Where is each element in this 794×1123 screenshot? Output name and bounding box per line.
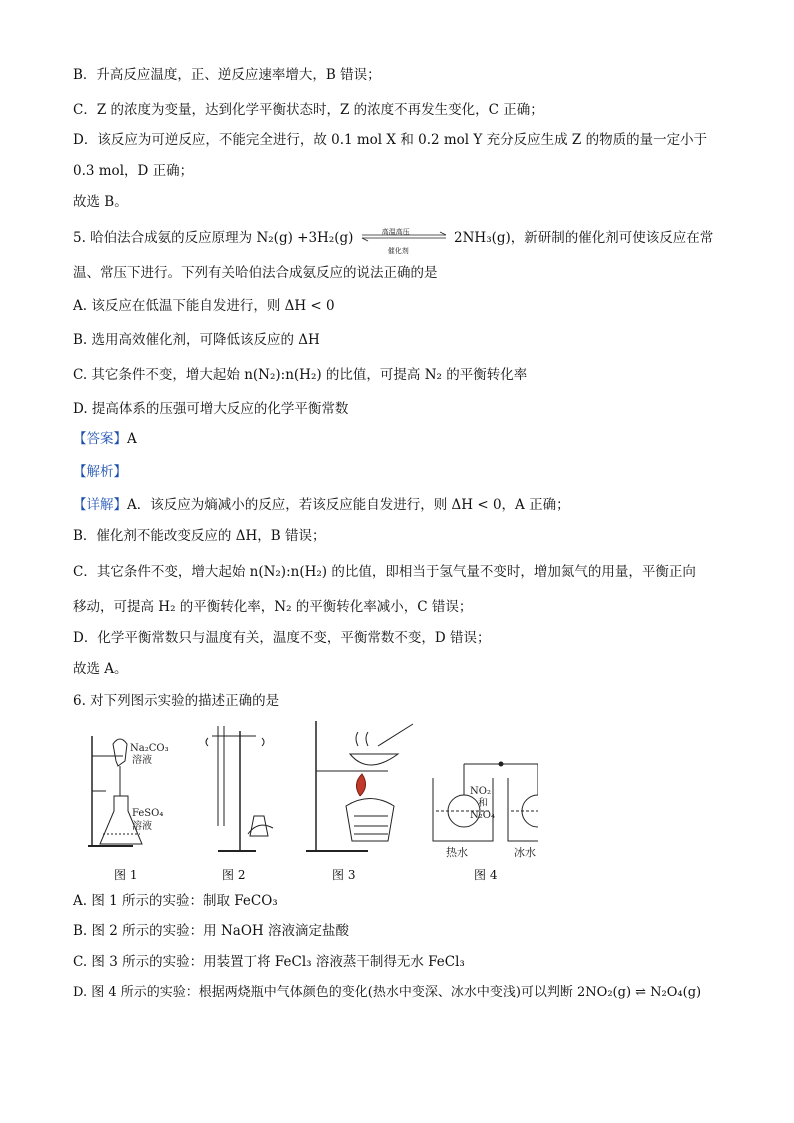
detail-label: 【详解】 [73, 497, 127, 513]
previous-conclusion: 故选 B。 [73, 194, 128, 210]
apparatus-drawings [78, 716, 538, 881]
detail-line-a [73, 496, 570, 514]
answer-line [73, 430, 137, 448]
figure-4-caption: 图 4 [474, 868, 498, 882]
detail-line-c: C．其它条件不变，增大起始 n(N₂):n(H₂) 的比值，即相当于氢气量不变时，增加氮气的用量，平衡正向 [73, 564, 696, 580]
line-d-previous: D．该反应为可逆反应，不能完全进行，故 0.1 mol X 和 0.2 mol Y 充分反应生成 Z 的物质的量一定小于 [73, 132, 708, 148]
figure-2-apparatus [206, 726, 273, 851]
q5-stem-line2: 温、常压下进行。下列有关哈伯法合成氨反应的说法正确的是 [73, 265, 438, 281]
fig4-label-hot-water: 热水 [446, 846, 468, 859]
q5-option-c: C. 其它条件不变，增大起始 n(N₂):n(H₂) 的比值，可提高 N₂ 的平衡转化率 [73, 367, 528, 383]
q5-option-b: B. 选用高效催化剂，可降低该反应的 ΔH [73, 332, 320, 348]
answer-label: 【答案】 [73, 431, 127, 447]
arrow-bottom-label: 催化剂 [387, 246, 409, 255]
q5-option-a: A. 该反应在低温下能自发进行，则 ΔH < 0 [73, 298, 335, 314]
figure-2-caption: 图 2 [222, 868, 246, 882]
arrow-top-label: 高温高压 [381, 227, 410, 236]
answer-value: A [127, 431, 137, 447]
q5-option-d: D. 提高体系的压强可增大反应的化学平衡常数 [73, 401, 349, 417]
fig1-label-solution2: 溶液 [132, 821, 152, 832]
figure-3-apparatus [306, 721, 413, 851]
fig4-label-n2o4: N₂O₄ [470, 810, 495, 821]
line-b-previous: B．升高反应温度，正、逆反应速率增大，B 错误； [73, 67, 381, 83]
line-c-previous: C．Z 的浓度为变量，达到化学平衡状态时，Z 的浓度不再发生变化，C 正确； [73, 102, 544, 118]
analysis-label: 【解析】 [73, 464, 127, 480]
q6-option-c: C. 图 3 所示的实验：用装置丁将 FeCl₃ 溶液蒸干制得无水 FeCl₃ [73, 954, 465, 970]
fig1-label-solution1: 溶液 [132, 755, 152, 766]
fig1-label-feso4: FeSO₄ [132, 808, 164, 819]
line-d-previous-cont: 0.3 mol，D 正确； [73, 163, 194, 179]
figure-3-caption: 图 3 [332, 868, 356, 882]
detail-a: A．该反应为熵减小的反应，若该反应能自发进行，则 ΔH < 0，A 正确； [127, 497, 570, 513]
detail-line-c-cont: 移动，可提高 H₂ 的平衡转化率，N₂ 的平衡转化率减小，C 错误； [73, 599, 473, 615]
fig4-label-ice-water: 冰水 [514, 846, 536, 859]
q6-option-a: A. 图 1 所示的实验：制取 FeCO₃ [73, 893, 278, 909]
q5-stem-a: 5. 哈伯法合成氨的反应原理为 N₂(g) +3H₂(g) [73, 230, 354, 246]
detail-conclusion: 故选 A。 [73, 661, 128, 677]
q6-stem: 6. 对下列图示实验的描述正确的是 [73, 693, 280, 709]
q5-stem-line1 [73, 227, 714, 255]
fig4-label-no2: NO₂ [470, 786, 491, 797]
fig4-label-and: 和 [478, 798, 488, 809]
detail-line-d: D．化学平衡常数只与温度有关，温度不变，平衡常数不变，D 错误； [73, 630, 491, 646]
reversible-arrow [358, 227, 450, 255]
q6-option-d: D. 图 4 所示的实验：根据两烧瓶中气体颜色的变化(热水中变深、冰水中变浅)可以判断 2NO₂(g) ⇌ N₂O₄(g) [73, 985, 702, 1000]
experiment-figures [78, 716, 538, 881]
q6-option-b: B. 图 2 所示的实验：用 NaOH 溶液滴定盐酸 [73, 923, 349, 939]
detail-line-b: B．催化剂不能改变反应的 ΔH，B 错误； [73, 528, 326, 544]
figure-1-caption: 图 1 [114, 868, 138, 882]
fig1-label-na2co3: Na₂CO₃ [130, 743, 169, 754]
q5-stem-b: 2NH₃(g)，新研制的催化剂可使该反应在常 [454, 230, 714, 246]
